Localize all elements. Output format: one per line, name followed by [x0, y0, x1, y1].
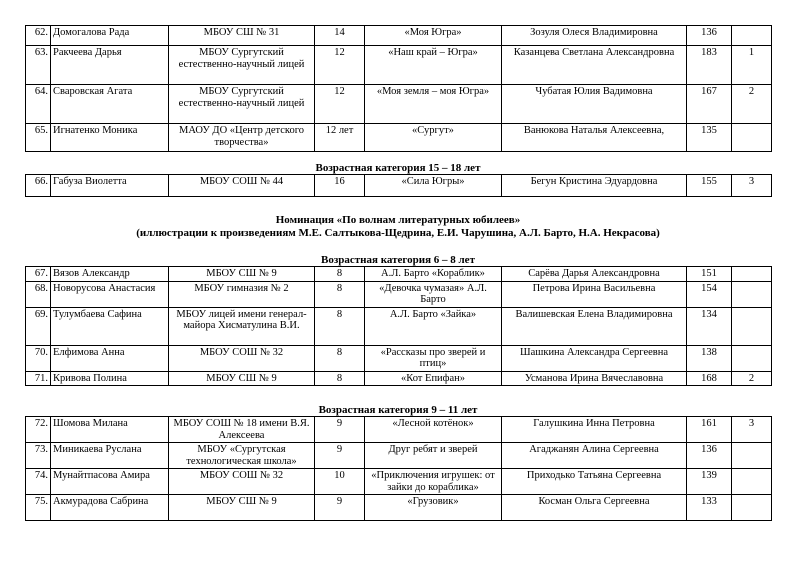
teacher-name: Косман Ольга Сергеевна	[502, 495, 687, 521]
score: 168	[687, 371, 732, 386]
participant-name: Вязов Александр	[51, 267, 169, 282]
row-number: 66.	[26, 175, 51, 197]
score: 155	[687, 175, 732, 197]
work-title: «Моя Югра»	[365, 26, 502, 46]
participant-age: 8	[315, 281, 365, 307]
participant-name: Миникаева Руслана	[51, 443, 169, 469]
nomination-subtitle: (иллюстрации к произведениям М.Е. Салтыкова-Щедрина, Е.И. Чарушина, А.Л. Барто, Н.А. Некрасова)	[136, 227, 660, 239]
table-row	[26, 85, 772, 124]
work-title: А.Л. Барто «Кораблик»	[365, 267, 502, 282]
score: 136	[687, 443, 732, 469]
table-row	[26, 267, 772, 282]
results-table-a	[25, 25, 772, 152]
table-row	[26, 443, 772, 469]
place	[732, 443, 772, 469]
participant-name: Мунайтпасова Амира	[51, 469, 169, 495]
table-row	[26, 469, 772, 495]
score: 183	[687, 46, 732, 85]
teacher-name: Бегун Кристина Эдуардовна	[502, 175, 687, 197]
place	[732, 469, 772, 495]
place: 2	[732, 85, 772, 124]
results-table-c	[25, 266, 772, 386]
participant-name: Шомова Милана	[51, 417, 169, 443]
teacher-name: Агаджанян Алина Сергеевна	[502, 443, 687, 469]
participant-name: Елфимова Анна	[51, 345, 169, 371]
score: 135	[687, 124, 732, 152]
work-title: «Кот Епифан»	[365, 371, 502, 386]
school-name: МБОУ СШ № 9	[169, 495, 315, 521]
participant-name: Игнатенко Моника	[51, 124, 169, 152]
participant-age: 14	[315, 26, 365, 46]
place: 2	[732, 371, 772, 386]
table-row	[26, 417, 772, 443]
school-name: МБОУ СОШ № 32	[169, 469, 315, 495]
work-title: Друг ребят и зверей	[365, 443, 502, 469]
table-row	[26, 371, 772, 386]
school-name: МБОУ гимназия № 2	[169, 281, 315, 307]
participant-age: 16	[315, 175, 365, 197]
row-number: 64.	[26, 85, 51, 124]
teacher-name: Галушкина Инна Петровна	[502, 417, 687, 443]
participant-name: Тулумбаева Сафина	[51, 307, 169, 345]
teacher-name: Валишевская Елена Владимировна	[502, 307, 687, 345]
school-name: МАОУ ДО «Центр детского творчества»	[169, 124, 315, 152]
participant-age: 12 лет	[315, 124, 365, 152]
participant-age: 8	[315, 307, 365, 345]
row-number: 68.	[26, 281, 51, 307]
age-category-heading: Возрастная категория 15 – 18 лет	[315, 162, 481, 174]
work-title: «Моя земля – моя Югра»	[365, 85, 502, 124]
participant-name: Домогалова Рада	[51, 26, 169, 46]
table-row	[26, 46, 772, 85]
school-name: МБОУ СОШ № 18 имени В.Я. Алексеева	[169, 417, 315, 443]
school-name: МБОУ СОШ № 44	[169, 175, 315, 197]
score: 167	[687, 85, 732, 124]
work-title: «Сургут»	[365, 124, 502, 152]
teacher-name: Петрова Ирина Васильевна	[502, 281, 687, 307]
table-row	[26, 495, 772, 521]
nomination-title: Номинация «По волнам литературных юбилеев»	[275, 214, 521, 226]
place	[732, 495, 772, 521]
place	[732, 124, 772, 152]
row-number: 63.	[26, 46, 51, 85]
work-title: А.Л. Барто «Зайка»	[365, 307, 502, 345]
row-number: 74.	[26, 469, 51, 495]
work-title: «Грузовик»	[365, 495, 502, 521]
work-title: «Приключения игрушек: от зайки до кораблика»	[365, 469, 502, 495]
table-row	[26, 307, 772, 345]
work-title: «Рассказы про зверей и птиц»	[365, 345, 502, 371]
age-category-heading: Возрастная категория 9 – 11 лет	[318, 404, 478, 416]
row-number: 69.	[26, 307, 51, 345]
score: 138	[687, 345, 732, 371]
place	[732, 281, 772, 307]
row-number: 67.	[26, 267, 51, 282]
participant-name: Кривова Полина	[51, 371, 169, 386]
participant-name: Новорусова Анастасия	[51, 281, 169, 307]
participant-age: 9	[315, 443, 365, 469]
teacher-name: Зозуля Олеся Владимировна	[502, 26, 687, 46]
table-row	[26, 345, 772, 371]
teacher-name: Казанцева Светлана Александровна	[502, 46, 687, 85]
row-number: 73.	[26, 443, 51, 469]
table-row	[26, 175, 772, 197]
score: 133	[687, 495, 732, 521]
score: 136	[687, 26, 732, 46]
participant-name: Габуза Виолетта	[51, 175, 169, 197]
school-name: МБОУ СШ № 9	[169, 267, 315, 282]
table-row	[26, 26, 772, 46]
school-name: МБОУ СШ № 9	[169, 371, 315, 386]
row-number: 75.	[26, 495, 51, 521]
school-name: МБОУ Сургутский естественно-научный лицей	[169, 85, 315, 124]
school-name: МБОУ «Сургутская технологическая школа»	[169, 443, 315, 469]
school-name: МБОУ Сургутский естественно-научный лицей	[169, 46, 315, 85]
age-category-heading: Возрастная категория 6 – 8 лет	[321, 254, 475, 266]
row-number: 71.	[26, 371, 51, 386]
teacher-name: Сарёва Дарья Александровна	[502, 267, 687, 282]
participant-age: 10	[315, 469, 365, 495]
row-number: 65.	[26, 124, 51, 152]
teacher-name: Ванюкова Наталья Алексеевна,	[502, 124, 687, 152]
table-row	[26, 124, 772, 152]
work-title: «Лесной котёнок»	[365, 417, 502, 443]
participant-age: 12	[315, 85, 365, 124]
participant-age: 12	[315, 46, 365, 85]
score: 151	[687, 267, 732, 282]
school-name: МБОУ лицей имени генерал-майора Хисматулина В.И.	[169, 307, 315, 345]
score: 154	[687, 281, 732, 307]
row-number: 72.	[26, 417, 51, 443]
participant-name: Акмурадова Сабрина	[51, 495, 169, 521]
participant-age: 9	[315, 495, 365, 521]
place: 3	[732, 417, 772, 443]
place: 1	[732, 46, 772, 85]
teacher-name: Чубатая Юлия Вадимовна	[502, 85, 687, 124]
work-title: «Наш край – Югра»	[365, 46, 502, 85]
work-title: «Сила Югры»	[365, 175, 502, 197]
table-row	[26, 281, 772, 307]
participant-name: Ракчеева Дарья	[51, 46, 169, 85]
score: 134	[687, 307, 732, 345]
row-number: 70.	[26, 345, 51, 371]
place	[732, 26, 772, 46]
place	[732, 307, 772, 345]
teacher-name: Приходько Татьяна Сергеевна	[502, 469, 687, 495]
place: 3	[732, 175, 772, 197]
score: 139	[687, 469, 732, 495]
results-table-d	[25, 416, 772, 521]
score: 161	[687, 417, 732, 443]
participant-name: Сваровская Агата	[51, 85, 169, 124]
participant-age: 8	[315, 345, 365, 371]
participant-age: 9	[315, 417, 365, 443]
work-title: «Девочка чумазая» А.Л. Барто	[365, 281, 502, 307]
school-name: МБОУ СШ № 31	[169, 26, 315, 46]
teacher-name: Усманова Ирина Вячеславовна	[502, 371, 687, 386]
participant-age: 8	[315, 267, 365, 282]
results-table-b	[25, 174, 772, 197]
place	[732, 345, 772, 371]
row-number: 62.	[26, 26, 51, 46]
place	[732, 267, 772, 282]
teacher-name: Шашкина Александра Сергеевна	[502, 345, 687, 371]
participant-age: 8	[315, 371, 365, 386]
school-name: МБОУ СОШ № 32	[169, 345, 315, 371]
